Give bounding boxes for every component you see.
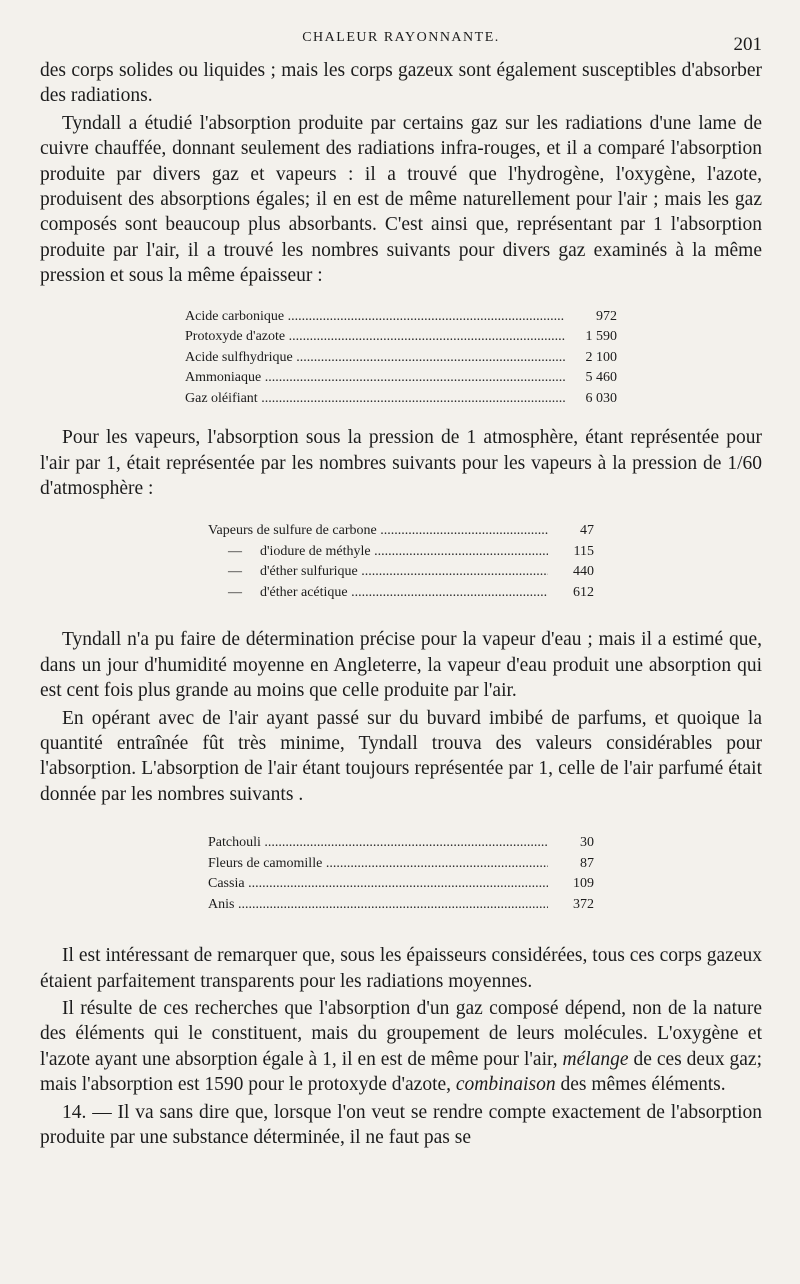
table-label: d'éther acétique .....	[260, 583, 548, 604]
table-row	[185, 348, 617, 369]
running-head: CHALEUR RAYONNANTE.	[302, 30, 500, 45]
paragraph: Il est intéressant de remarquer que, sous les épaisseurs considérées, tous ces corps gazeux étaient parfaitement transparents pour les radiations moyennes.	[40, 945, 762, 992]
paragraph: 14. — Il va sans dire que, lorsque l'on veut se rendre compte exactement de l'absorption produite par une substance déterminée, il ne faut pas se	[40, 1101, 762, 1149]
table-row	[185, 368, 617, 389]
table-label: Ammoniaque .....	[185, 368, 565, 389]
table-value: 6 030	[585, 390, 617, 406]
vapor-absorption-table	[208, 521, 594, 603]
perfume-absorption-table	[208, 833, 594, 915]
table-row	[208, 833, 594, 854]
table-label: Fleurs de camomille .....	[208, 854, 548, 875]
table-row	[185, 307, 617, 328]
table-value: 2 100	[585, 349, 617, 365]
italic-term: combinaison	[455, 1074, 556, 1096]
table-label: Patchouli .....	[208, 833, 548, 854]
table-value: 612	[573, 584, 594, 600]
table-label: Anis .....	[208, 895, 548, 916]
paragraph: des corps solides ou liquides ; mais les corps gazeux sont également susceptibles d'absorber des radiations.	[40, 60, 762, 107]
gas-absorption-table	[185, 307, 617, 410]
page-number: 201	[733, 34, 762, 55]
table-label: d'iodure de méthyle .....	[260, 542, 548, 563]
ditto-mark: —	[228, 584, 242, 600]
ditto-mark: —	[228, 543, 242, 559]
table-value: 972	[596, 308, 617, 324]
table-label: Protoxyde d'azote .....	[185, 327, 565, 348]
table-row	[185, 389, 617, 410]
table-value: 372	[573, 896, 594, 912]
table-row	[208, 562, 594, 583]
table-label: Acide carbonique .....	[185, 307, 565, 328]
italic-term: mélange	[562, 1048, 629, 1070]
table-label: d'éther sulfurique .....	[260, 562, 548, 583]
table-label: Cassia .....	[208, 874, 548, 895]
table-label: Vapeurs de sulfure de carbone .....	[208, 521, 548, 542]
table-row	[208, 895, 594, 916]
table-row	[208, 583, 594, 604]
table-row	[208, 542, 594, 563]
table-label: Gaz oléifiant .....	[185, 389, 565, 410]
table-value: 109	[573, 876, 594, 892]
table-row	[208, 874, 594, 895]
page-header	[40, 28, 762, 55]
table-label: Acide sulfhydrique .....	[185, 348, 565, 369]
text-run: des mêmes éléments.	[555, 1074, 726, 1096]
ditto-mark: —	[228, 564, 242, 580]
table-value: 5 460	[585, 370, 617, 386]
table-value: 87	[580, 855, 594, 871]
paragraph: Tyndall a étudié l'absorption produite par certains gaz sur les radiations d'une lame de cuivre chauffée, donnant seulement des radiations infra-rouges, et il a comparé l'absorption produite par divers gaz et vapeurs : il a trouvé que l'hydrogène, l'oxygène, l'azote, produisent des absorptions égales; il en est de même naturellement pour l'air ; mais les gaz composés sont beaucoup plus absorbants. C'est ainsi que, représentant par 1 l'absorption produite par l'air, il a trouvé les nombres suivants pour divers gaz examinés à la même pression et sous la même épaisseur :	[40, 112, 762, 287]
table-row	[185, 327, 617, 348]
table-value: 47	[580, 523, 594, 539]
paragraph: En opérant avec de l'air ayant passé sur du buvard imbibé de parfums, et quoique la quantité entraînée fût très minime, Tyndall trouva des valeurs considérables pour l'absorption. L'absorption de l'air étant toujours représentée par 1, celle de l'air parfumé était donnée par les nombres suivants .	[40, 707, 762, 805]
paragraph: Tyndall n'a pu faire de détermination précise pour la vapeur d'eau ; mais il a estimé que, dans un jour d'humidité moyenne en Angleterre, la vapeur d'eau produit une absorption qui est cent fois plus grande au moins que celle produite par l'air.	[40, 629, 762, 702]
table-row	[208, 521, 594, 542]
text-run: de ces deux gaz; mais l'absorption est 1590 pour le protoxyde d'azote,	[40, 1048, 762, 1096]
paragraph: Pour les vapeurs, l'absorption sous la pression de 1 atmosphère, étant représentée pour l'air par 1, était représentée par les nombres suivants pour les vapeurs à la pression de 1/60 d'atmosphère :	[40, 427, 762, 499]
table-value: 30	[580, 835, 594, 851]
text-run: Il résulte de ces recherches que l'absorption d'un gaz composé dépend, non de la nature des éléments qui le constituent, mais du groupement de leurs molécules. L'oxygène et l'azote ayant une absorption égale à 1, il en est de même pour l'air,	[40, 998, 762, 1070]
paragraph	[40, 996, 762, 1098]
body-text	[40, 58, 762, 1150]
table-value: 440	[573, 564, 594, 580]
table-row	[208, 854, 594, 875]
table-value: 115	[573, 543, 594, 559]
table-value: 1 590	[585, 329, 617, 345]
